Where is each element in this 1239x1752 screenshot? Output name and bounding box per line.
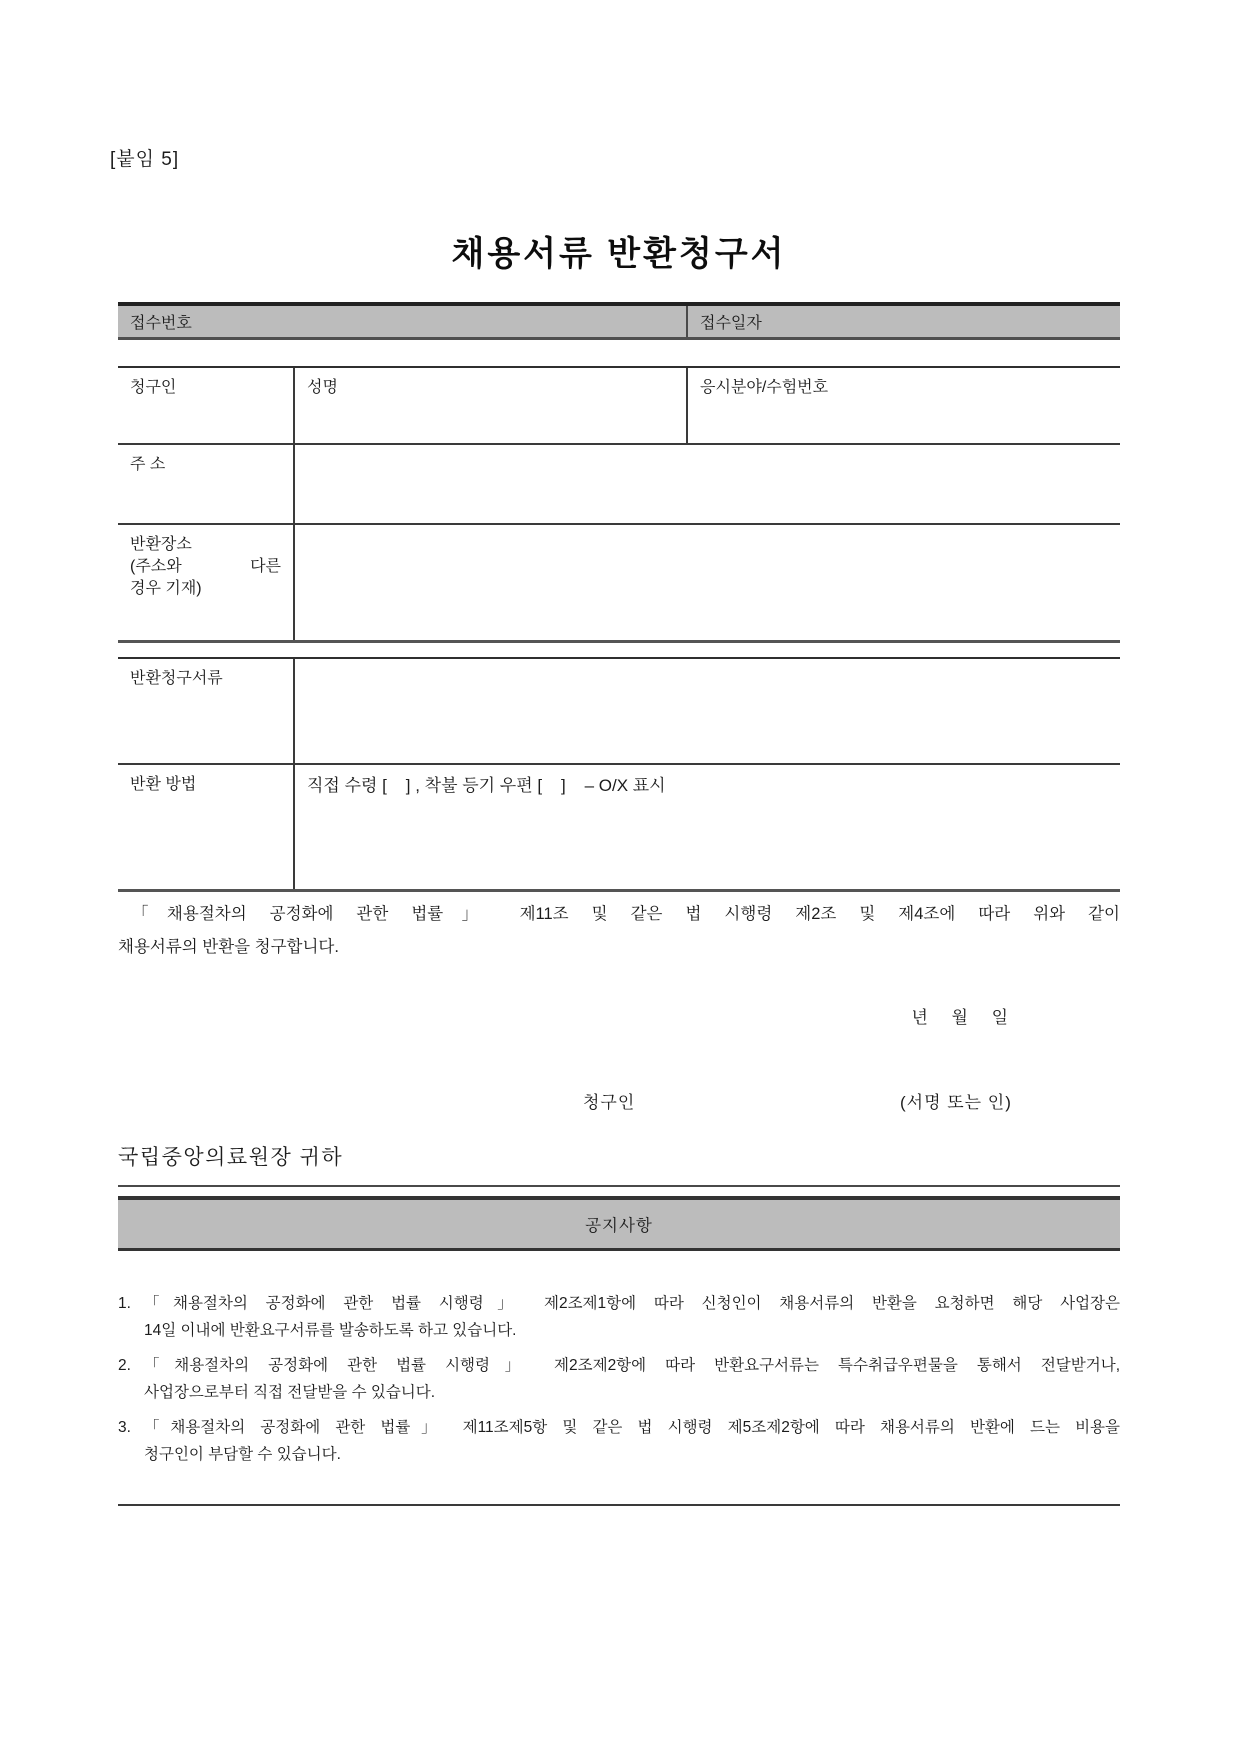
date-line: 년 월 일 — [911, 1008, 1008, 1027]
notice-header-label: 공지사항 — [585, 1217, 653, 1235]
return-documents-label: 반환청구서류 — [130, 670, 223, 687]
claimant-label: 청구인 — [130, 379, 177, 396]
return-method-options: 직접 수령 [ ] , 착불 등기 우편 [ ] – O/X 표시 — [293, 765, 1120, 889]
bottom-rule — [118, 1504, 1120, 1506]
exam-field-cell — [686, 368, 1120, 443]
address-field-cell — [293, 445, 1120, 523]
attachment-label: [붙임 5] — [110, 149, 180, 170]
notice-item-line: 「채용절차의 공정화에 관한 법률」 제11조제5항 및 같은 법 시행령 제5조제2항에 따라 채용서류의 반환에 드는 비용을 — [144, 1419, 1120, 1436]
return-place-line3: 경우 기재) — [130, 580, 202, 597]
declaration-line2: 채용서류의 반환을 청구합니다. — [118, 938, 339, 956]
declaration-paragraph — [118, 898, 1120, 964]
notice-item-number: 2. — [118, 1357, 131, 1374]
divider-line — [118, 1185, 1120, 1187]
receipt-date-cell — [686, 306, 1120, 337]
return-place-line2-right: 다른 — [250, 558, 281, 575]
signature-row — [118, 1088, 1120, 1116]
name-label: 성명 — [307, 379, 338, 396]
notice-item-line: 14일 이내에 반환요구서류를 발송하도록 하고 있습니다. — [144, 1322, 517, 1339]
notice-item-line: 「채용절차의 공정화에 관한 법률 시행령」 제2조제1항에 따라 신청인이 채용서류의 반환을 요청하면 해당 사업장은 — [144, 1295, 1120, 1312]
notice-item-number: 3. — [118, 1419, 131, 1436]
declaration-line1: 「채용절차의 공정화에 관한 법률」 제11조 및 같은 법 시행령 제2조 및 제4조에 따라 위와 같이 — [132, 905, 1120, 923]
return-place-line2-left: (주소와 — [130, 558, 182, 575]
return-place-label — [118, 525, 293, 640]
field-exam-number-label: 응시분야/수험번호 — [700, 379, 829, 396]
notice-item — [118, 1414, 1120, 1468]
table-row — [118, 765, 1120, 889]
notice-item — [118, 1290, 1120, 1344]
return-place-field-cell — [293, 525, 1120, 640]
notice-item-line: 「채용절차의 공정화에 관한 법률 시행령」 제2조제2항에 따라 반환요구서류는 특수취급우편물을 통해서 전달받거나, — [144, 1357, 1120, 1374]
name-field-cell — [293, 368, 686, 443]
receipt-header-table — [118, 302, 1120, 340]
notice-list — [118, 1290, 1120, 1476]
notice-item-text — [144, 1290, 1120, 1344]
notice-item-text — [144, 1414, 1120, 1468]
signature-note: (서명 또는 인) — [900, 1093, 1012, 1112]
notice-item-line: 청구인이 부담할 수 있습니다. — [144, 1446, 341, 1463]
recipient-line: 국립중앙의료원장 귀하 — [118, 1146, 344, 1169]
request-table — [118, 657, 1120, 892]
notice-item-number: 1. — [118, 1295, 131, 1312]
receipt-number-cell — [118, 306, 686, 337]
page-title: 채용서류 반환청구서 — [451, 235, 787, 273]
return-method-label: 반환 방법 — [130, 776, 197, 793]
return-documents-field-cell — [293, 659, 1120, 763]
applicant-table — [118, 366, 1120, 643]
table-row — [118, 445, 1120, 525]
table-row — [118, 525, 1120, 640]
signature-claimant-label: 청구인 — [583, 1093, 636, 1112]
table-row — [118, 659, 1120, 765]
notice-item-line: 사업장으로부터 직접 전달받을 수 있습니다. — [144, 1384, 436, 1401]
address-label: 주 소 — [130, 456, 166, 473]
notice-item — [118, 1352, 1120, 1406]
receipt-date-label: 접수일자 — [700, 315, 762, 332]
table-row — [118, 368, 1120, 445]
notice-item-text — [144, 1352, 1120, 1406]
return-place-line1: 반환장소 — [130, 536, 192, 553]
receipt-number-label: 접수번호 — [130, 315, 192, 332]
return-place-line2 — [130, 556, 281, 578]
notice-header-bar — [118, 1196, 1120, 1251]
